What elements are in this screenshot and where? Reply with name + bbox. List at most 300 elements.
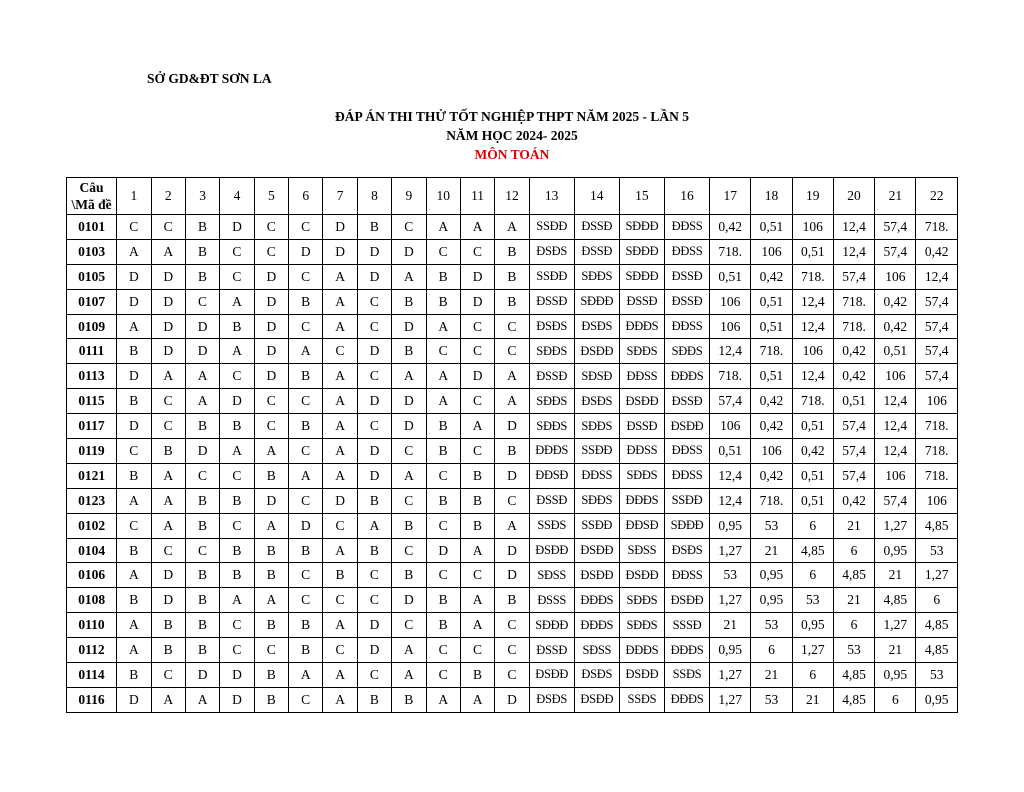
answer-cell: B — [289, 538, 323, 563]
answer-cell: ĐĐĐS — [619, 314, 664, 339]
exam-code-cell: 0112 — [67, 638, 117, 663]
question-header: 1 — [117, 178, 151, 215]
answer-cell: C — [289, 314, 323, 339]
answer-cell: SSĐĐ — [529, 215, 574, 240]
answer-cell: 53 — [916, 663, 958, 688]
answer-cell: A — [117, 613, 151, 638]
answer-cell: 12,4 — [792, 364, 833, 389]
answer-cell: D — [254, 264, 288, 289]
answer-cell: B — [185, 638, 219, 663]
answer-cell: 12,4 — [916, 264, 958, 289]
answer-cell: B — [392, 513, 426, 538]
answer-cell: SĐĐS — [574, 414, 619, 439]
answer-cell: 106 — [916, 488, 958, 513]
answer-cell: 718. — [792, 389, 833, 414]
answer-cell: C — [289, 488, 323, 513]
table-row — [67, 663, 958, 688]
answer-cell: D — [151, 314, 185, 339]
question-header: 2 — [151, 178, 185, 215]
answer-cell: C — [495, 314, 529, 339]
answer-cell: B — [495, 264, 529, 289]
answer-cell: 0,42 — [916, 239, 958, 264]
answer-cell: 1,27 — [710, 538, 751, 563]
corner-header — [67, 178, 117, 215]
answer-cell: 0,51 — [710, 439, 751, 464]
answer-cell: B — [220, 563, 254, 588]
answer-cell: D — [117, 264, 151, 289]
answer-cell: 57,4 — [833, 414, 874, 439]
answer-cell: 106 — [710, 289, 751, 314]
answer-cell: 21 — [751, 538, 792, 563]
table-row — [67, 215, 958, 240]
answer-cell: ĐĐĐS — [529, 439, 574, 464]
answer-cell: C — [357, 414, 391, 439]
answer-cell: A — [460, 588, 494, 613]
answer-cell: C — [426, 239, 460, 264]
answer-cell: A — [117, 314, 151, 339]
answer-cell: B — [117, 538, 151, 563]
question-header: 4 — [220, 178, 254, 215]
answer-cell: 53 — [751, 687, 792, 712]
answer-cell: SĐSS — [574, 638, 619, 663]
answer-cell: B — [426, 488, 460, 513]
answer-cell: A — [117, 563, 151, 588]
answer-cell: 4,85 — [833, 563, 874, 588]
answer-cell: SĐĐĐ — [664, 513, 709, 538]
answer-cell: C — [426, 463, 460, 488]
answer-cell: D — [357, 439, 391, 464]
answer-cell: SSĐS — [619, 687, 664, 712]
answer-cell: D — [254, 339, 288, 364]
answer-cell: 6 — [792, 513, 833, 538]
answer-cell: 0,95 — [710, 638, 751, 663]
exam-code-cell: 0115 — [67, 389, 117, 414]
answer-cell: SSĐĐ — [664, 488, 709, 513]
answer-cell: D — [254, 289, 288, 314]
answer-cell: D — [460, 364, 494, 389]
answer-cell: B — [460, 663, 494, 688]
answer-cell: SĐĐS — [619, 588, 664, 613]
answer-cell: C — [495, 488, 529, 513]
answer-cell: D — [151, 339, 185, 364]
answer-cell: B — [185, 215, 219, 240]
answer-cell: C — [185, 463, 219, 488]
answer-cell: C — [254, 414, 288, 439]
answer-cell: C — [392, 215, 426, 240]
answer-cell: A — [323, 364, 357, 389]
answer-cell: D — [426, 538, 460, 563]
answer-cell: 57,4 — [833, 439, 874, 464]
answer-cell: 0,95 — [751, 563, 792, 588]
answer-cell: ĐĐSS — [664, 215, 709, 240]
answer-cell: 718. — [916, 439, 958, 464]
answer-cell: ĐĐSS — [664, 463, 709, 488]
answer-cell: ĐSSĐ — [574, 215, 619, 240]
answer-cell: A — [151, 687, 185, 712]
question-header: 20 — [833, 178, 874, 215]
answer-cell: C — [289, 563, 323, 588]
answer-cell: C — [254, 239, 288, 264]
answer-cell: ĐSĐĐ — [574, 339, 619, 364]
answer-cell: B — [117, 339, 151, 364]
department-name: SỞ GD&ĐT SƠN LA — [147, 71, 272, 86]
answer-cell: ĐSĐĐ — [529, 538, 574, 563]
answer-cell: A — [151, 364, 185, 389]
answer-cell: A — [254, 439, 288, 464]
answer-cell: B — [460, 513, 494, 538]
answer-cell: A — [460, 613, 494, 638]
answer-cell: 0,51 — [751, 314, 792, 339]
answer-cell: 12,4 — [833, 215, 874, 240]
answer-cell: ĐSĐĐ — [574, 687, 619, 712]
answer-cell: B — [185, 414, 219, 439]
answer-cell: C — [357, 364, 391, 389]
answer-cell: C — [495, 638, 529, 663]
answer-cell: C — [357, 314, 391, 339]
answer-cell: C — [357, 563, 391, 588]
answer-cell: C — [426, 638, 460, 663]
answer-cell: 53 — [751, 513, 792, 538]
answer-cell: B — [220, 488, 254, 513]
answer-cell: D — [495, 463, 529, 488]
answer-cell: D — [392, 588, 426, 613]
answer-cell: 0,42 — [833, 488, 874, 513]
answer-cell: B — [151, 613, 185, 638]
table-row — [67, 513, 958, 538]
answer-cell: 0,51 — [833, 389, 874, 414]
answer-cell: C — [323, 339, 357, 364]
exam-code-cell: 0119 — [67, 439, 117, 464]
answer-cell: 106 — [916, 389, 958, 414]
answer-cell: ĐSĐĐ — [574, 538, 619, 563]
answer-cell: B — [254, 563, 288, 588]
answer-cell: 106 — [792, 215, 833, 240]
answer-cell: ĐSĐĐ — [664, 588, 709, 613]
answer-cell: SĐĐĐ — [619, 264, 664, 289]
answer-cell: ĐĐSS — [664, 239, 709, 264]
answer-cell: C — [151, 663, 185, 688]
answer-cell: ĐSSĐ — [529, 289, 574, 314]
answer-cell: ĐĐĐS — [574, 613, 619, 638]
answer-cell: A — [323, 463, 357, 488]
answer-cell: A — [426, 215, 460, 240]
answer-cell: 57,4 — [875, 239, 916, 264]
question-header: 11 — [460, 178, 494, 215]
answer-cell: ĐSĐĐ — [664, 414, 709, 439]
answer-cell: C — [289, 687, 323, 712]
answer-cell: B — [289, 289, 323, 314]
answer-cell: 106 — [710, 414, 751, 439]
answer-cell: A — [323, 314, 357, 339]
answer-cell: 57,4 — [833, 463, 874, 488]
answer-cell: B — [220, 538, 254, 563]
question-header: 15 — [619, 178, 664, 215]
answer-key-table — [66, 177, 958, 713]
answer-cell: B — [289, 638, 323, 663]
answer-cell: B — [220, 414, 254, 439]
answer-cell: B — [426, 439, 460, 464]
answer-cell: C — [460, 339, 494, 364]
answer-cell: C — [495, 339, 529, 364]
answer-cell: 0,42 — [792, 439, 833, 464]
answer-cell: 57,4 — [833, 264, 874, 289]
answer-cell: C — [289, 264, 323, 289]
table-row — [67, 588, 958, 613]
question-header: 16 — [664, 178, 709, 215]
answer-cell: D — [392, 314, 426, 339]
exam-code-cell: 0107 — [67, 289, 117, 314]
answer-cell: ĐSSĐ — [619, 414, 664, 439]
answer-cell: 6 — [916, 588, 958, 613]
answer-cell: D — [495, 414, 529, 439]
answer-cell: B — [117, 588, 151, 613]
answer-cell: D — [151, 264, 185, 289]
answer-cell: 21 — [751, 663, 792, 688]
answer-cell: 1,27 — [875, 613, 916, 638]
exam-code-cell: 0104 — [67, 538, 117, 563]
answer-cell: ĐSSĐ — [529, 364, 574, 389]
answer-cell: A — [323, 538, 357, 563]
answer-cell: 4,85 — [833, 687, 874, 712]
answer-cell: 6 — [875, 687, 916, 712]
answer-cell: 4,85 — [875, 588, 916, 613]
answer-cell: 0,42 — [833, 339, 874, 364]
answer-cell: ĐĐSS — [664, 439, 709, 464]
answer-cell: 0,95 — [875, 538, 916, 563]
answer-cell: C — [220, 264, 254, 289]
table-row — [67, 439, 958, 464]
answer-cell: B — [117, 389, 151, 414]
answer-cell: C — [495, 613, 529, 638]
answer-cell: B — [151, 638, 185, 663]
answer-cell: ĐĐĐS — [619, 488, 664, 513]
answer-cell: C — [323, 513, 357, 538]
answer-cell: 12,4 — [710, 339, 751, 364]
answer-cell: 718. — [833, 314, 874, 339]
answer-cell: D — [220, 389, 254, 414]
answer-cell: 21 — [833, 588, 874, 613]
answer-cell: 1,27 — [875, 513, 916, 538]
answer-cell: 12,4 — [875, 439, 916, 464]
answer-cell: A — [392, 364, 426, 389]
answer-cell: ĐĐĐS — [664, 687, 709, 712]
table-row — [67, 563, 958, 588]
answer-cell: SĐĐS — [619, 463, 664, 488]
corner-label-question: Câu — [79, 180, 104, 195]
answer-cell: D — [357, 339, 391, 364]
answer-cell: C — [117, 513, 151, 538]
answer-cell: SĐĐS — [574, 488, 619, 513]
answer-cell: ĐSSĐ — [664, 389, 709, 414]
answer-cell: SĐĐĐ — [574, 289, 619, 314]
answer-cell: 12,4 — [710, 463, 751, 488]
table-row — [67, 687, 958, 712]
answer-cell: A — [117, 239, 151, 264]
answer-cell: D — [460, 289, 494, 314]
answer-cell: A — [323, 663, 357, 688]
answer-cell: 1,27 — [710, 663, 751, 688]
answer-cell: SĐSĐ — [574, 364, 619, 389]
answer-cell: 0,51 — [792, 239, 833, 264]
answer-cell: 21 — [792, 687, 833, 712]
answer-cell: B — [117, 663, 151, 688]
answer-cell: SSĐĐ — [574, 439, 619, 464]
answer-cell: SSĐĐ — [574, 513, 619, 538]
answer-cell: SSĐS — [664, 663, 709, 688]
answer-cell: SĐĐS — [619, 339, 664, 364]
answer-cell: A — [220, 289, 254, 314]
answer-cell: ĐSĐĐ — [619, 563, 664, 588]
answer-cell: A — [289, 339, 323, 364]
exam-code-cell: 0108 — [67, 588, 117, 613]
answer-cell: SSĐS — [529, 513, 574, 538]
answer-cell: D — [151, 588, 185, 613]
answer-cell: SĐĐS — [664, 339, 709, 364]
answer-cell: C — [426, 663, 460, 688]
answer-cell: B — [323, 563, 357, 588]
answer-cell: SĐĐS — [529, 414, 574, 439]
answer-cell: C — [392, 439, 426, 464]
answer-cell: 106 — [751, 239, 792, 264]
exam-code-cell: 0117 — [67, 414, 117, 439]
answer-cell: ĐSĐĐ — [619, 663, 664, 688]
answer-cell: C — [254, 389, 288, 414]
answer-cell: D — [117, 289, 151, 314]
answer-cell: A — [460, 414, 494, 439]
school-year: NĂM HỌC 2024- 2025 — [446, 128, 578, 143]
answer-cell: 0,42 — [710, 215, 751, 240]
answer-cell: A — [323, 687, 357, 712]
answer-cell: ĐĐSS — [664, 563, 709, 588]
answer-cell: ĐSĐĐ — [619, 389, 664, 414]
answer-cell: A — [460, 215, 494, 240]
exam-title: ĐÁP ÁN THI THỬ TỐT NGHIỆP THPT NĂM 2025 - LẦN 5 — [335, 109, 689, 124]
answer-cell: ĐSSS — [529, 588, 574, 613]
answer-cell: C — [357, 663, 391, 688]
answer-cell: ĐSĐS — [529, 239, 574, 264]
answer-cell: 0,95 — [792, 613, 833, 638]
answer-cell: D — [185, 663, 219, 688]
answer-cell: D — [185, 314, 219, 339]
answer-cell: 0,42 — [751, 463, 792, 488]
answer-cell: 4,85 — [916, 638, 958, 663]
answer-cell: SĐĐĐ — [529, 613, 574, 638]
answer-cell: ĐSSĐ — [574, 239, 619, 264]
answer-cell: B — [357, 215, 391, 240]
answer-cell: B — [495, 588, 529, 613]
answer-cell: 4,85 — [792, 538, 833, 563]
answer-cell: 0,42 — [875, 289, 916, 314]
table-row — [67, 264, 958, 289]
answer-cell: C — [426, 563, 460, 588]
answer-cell: A — [117, 488, 151, 513]
answer-cell: 12,4 — [875, 414, 916, 439]
answer-cell: D — [151, 563, 185, 588]
table-row — [67, 414, 958, 439]
answer-cell: D — [392, 389, 426, 414]
answer-cell: C — [220, 513, 254, 538]
answer-cell: 57,4 — [916, 289, 958, 314]
answer-cell: 4,85 — [916, 513, 958, 538]
answer-cell: 57,4 — [916, 339, 958, 364]
answer-cell: B — [289, 613, 323, 638]
answer-cell: C — [289, 215, 323, 240]
answer-cell: 0,42 — [751, 264, 792, 289]
answer-cell: B — [289, 414, 323, 439]
answer-cell: C — [185, 289, 219, 314]
answer-cell: A — [426, 687, 460, 712]
answer-cell: C — [151, 215, 185, 240]
answer-cell: B — [117, 463, 151, 488]
answer-cell: D — [254, 488, 288, 513]
answer-cell: ĐĐSĐ — [529, 463, 574, 488]
answer-cell: A — [460, 538, 494, 563]
answer-cell: ĐSĐS — [574, 389, 619, 414]
answer-cell: A — [289, 463, 323, 488]
question-header: 12 — [495, 178, 529, 215]
answer-cell: A — [495, 364, 529, 389]
answer-cell: 106 — [751, 439, 792, 464]
answer-cell: D — [254, 364, 288, 389]
answer-cell: 106 — [710, 314, 751, 339]
answer-cell: A — [392, 463, 426, 488]
exam-code-cell: 0111 — [67, 339, 117, 364]
answer-cell: SĐĐS — [529, 389, 574, 414]
exam-code-cell: 0105 — [67, 264, 117, 289]
answer-cell: ĐĐSĐ — [619, 513, 664, 538]
answer-cell: A — [426, 314, 460, 339]
exam-code-cell: 0106 — [67, 563, 117, 588]
answer-cell: 1,27 — [710, 588, 751, 613]
answer-cell: 0,42 — [833, 364, 874, 389]
answer-cell: A — [323, 289, 357, 314]
answer-cell: 718. — [751, 488, 792, 513]
answer-cell: 0,51 — [792, 414, 833, 439]
answer-cell: 6 — [792, 563, 833, 588]
answer-cell: B — [185, 239, 219, 264]
question-header: 9 — [392, 178, 426, 215]
answer-cell: C — [392, 488, 426, 513]
answer-cell: 0,51 — [751, 289, 792, 314]
answer-cell: C — [117, 439, 151, 464]
answer-cell: B — [392, 339, 426, 364]
answer-cell: 53 — [751, 613, 792, 638]
answer-cell: SĐSS — [619, 538, 664, 563]
answer-cell: D — [323, 215, 357, 240]
answer-cell: C — [426, 339, 460, 364]
exam-code-cell: 0116 — [67, 687, 117, 712]
answer-cell: B — [460, 463, 494, 488]
answer-cell: C — [151, 538, 185, 563]
answer-cell: SĐSS — [529, 563, 574, 588]
answer-cell: 53 — [916, 538, 958, 563]
answer-cell: B — [495, 289, 529, 314]
answer-cell: A — [495, 215, 529, 240]
answer-cell: D — [460, 264, 494, 289]
answer-cell: 4,85 — [833, 663, 874, 688]
answer-cell: C — [220, 239, 254, 264]
answer-cell: C — [495, 663, 529, 688]
answer-cell: A — [495, 389, 529, 414]
answer-cell: A — [495, 513, 529, 538]
answer-cell: B — [426, 414, 460, 439]
answer-cell: A — [289, 663, 323, 688]
answer-cell: ĐĐĐS — [574, 588, 619, 613]
answer-cell: 12,4 — [792, 289, 833, 314]
table-row — [67, 289, 958, 314]
answer-cell: B — [220, 314, 254, 339]
answer-cell: A — [117, 638, 151, 663]
